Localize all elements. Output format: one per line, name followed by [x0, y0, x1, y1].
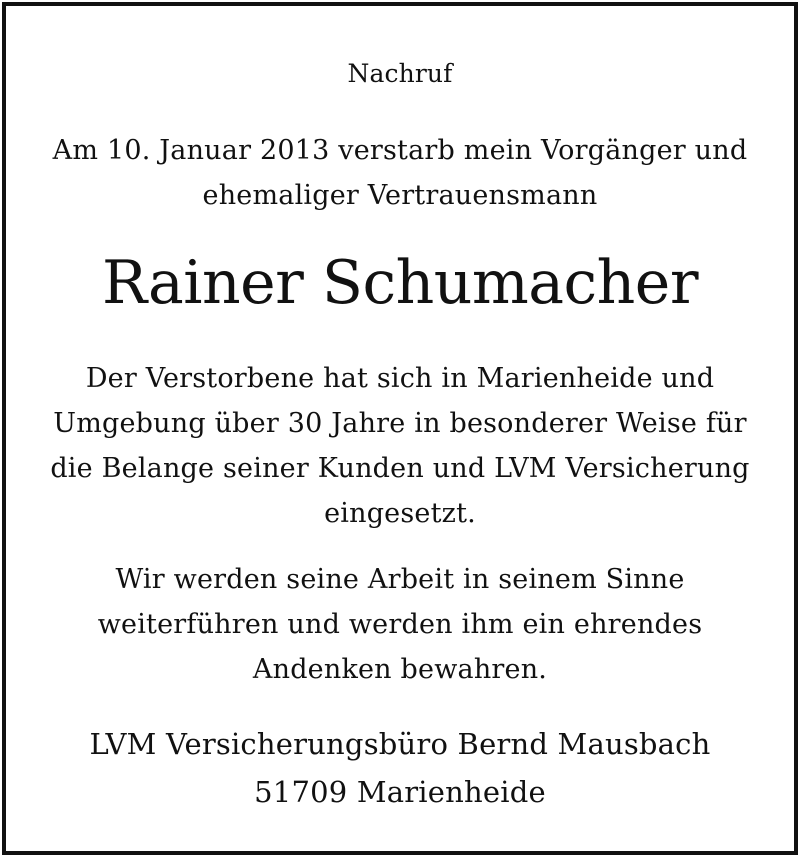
tribute-line-2: Umgebung über 30 Jahre in besonderer Weise für	[53, 408, 747, 439]
notice-heading: Nachruf	[347, 59, 453, 88]
signature-address: 51709 Marienheide	[254, 775, 546, 809]
tribute-line-1: Der Verstorbene hat sich in Marienheide und	[85, 363, 715, 394]
closing-line-1: Wir werden seine Arbeit in seinem Sinne	[115, 564, 685, 595]
signature-office: LVM Versicherungsbüro Bernd Mausbach	[89, 727, 711, 761]
deceased-name: Rainer Schumacher	[101, 248, 698, 318]
intro-line-2: ehemaliger Vertrauensmann	[202, 180, 598, 211]
tribute-line-3: die Belange seiner Kunden und LVM Versicherung	[50, 453, 750, 484]
intro-line-1: Am 10. Januar 2013 verstarb mein Vorgänger und	[52, 135, 748, 166]
closing-line-2: weiterführen und werden ihm ein ehrendes	[97, 609, 703, 640]
tribute-line-4: eingesetzt.	[324, 498, 476, 529]
closing-line-3: Andenken bewahren.	[252, 654, 548, 685]
